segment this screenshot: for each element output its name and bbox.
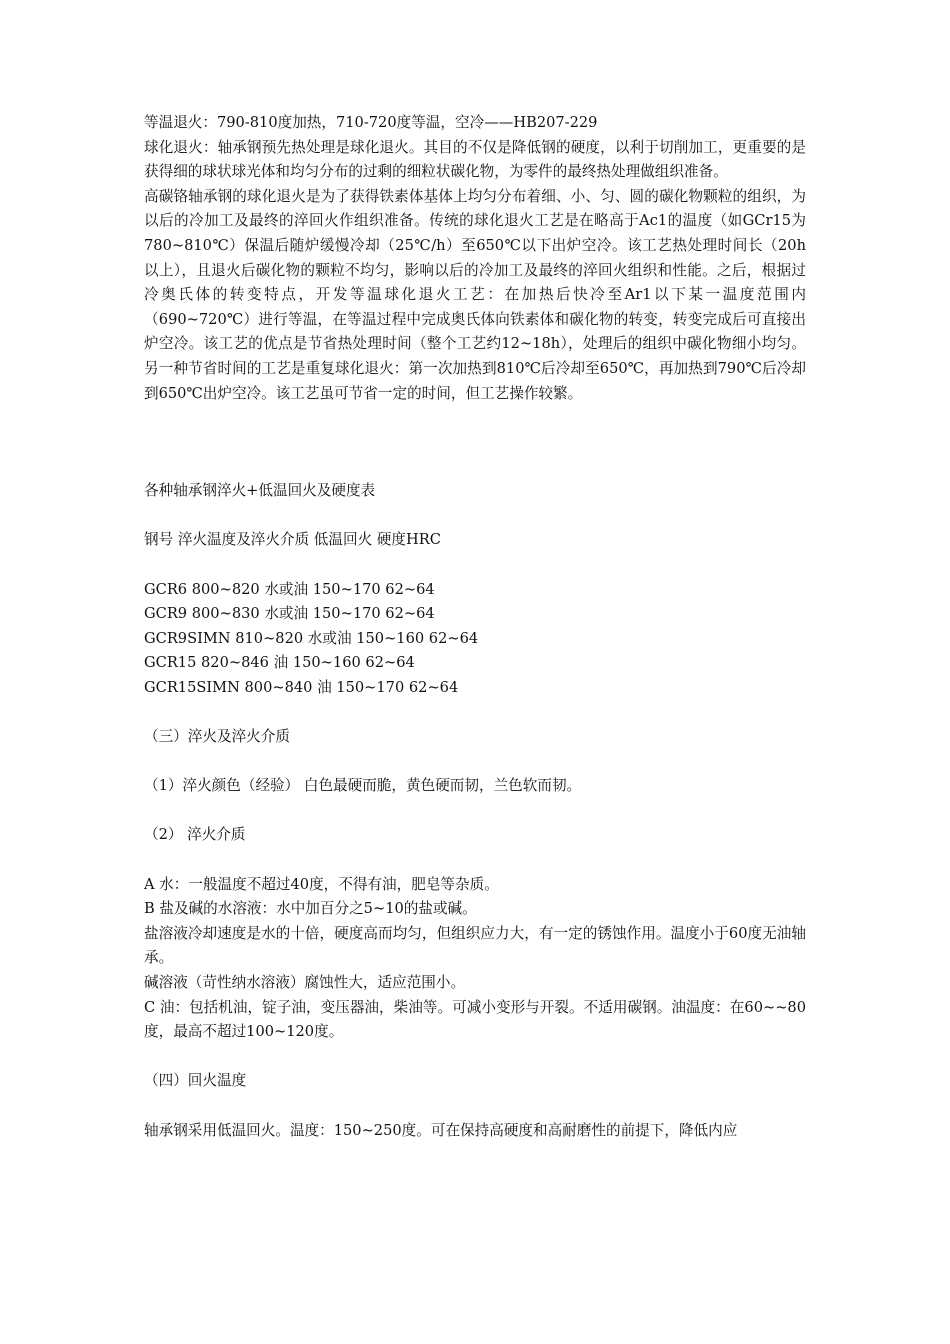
spacer — [144, 553, 806, 578]
spacer — [144, 1045, 806, 1070]
table-row: GCR9SIMN 810~820 水或油 150~160 62~64 — [144, 629, 479, 647]
spacer — [144, 406, 806, 479]
spheroidizing-annealing-paragraph: 球化退火：轴承钢预先热处理是球化退火。其目的不仅是降低钢的硬度，以利于切削加工，更重要的是获得细的球状球光体和均匀分布的过剩的细粒状碳化物，为零件的最终热处理做组织准备。 — [144, 138, 806, 181]
document-body — [144, 111, 806, 1143]
quench-media-salt-note: 盐溶液冷却速度是水的十倍，硬度高而均匀，但组织应力大，有一定的锈蚀作用。温度小于60度无油轴承。 — [144, 924, 806, 967]
section-3-heading: （三）淬火及淬火介质 — [144, 728, 290, 746]
spacer — [144, 700, 806, 725]
tempering-paragraph: 轴承钢采用低温回火。温度：150~250度。可在保持高硬度和高耐磨性的前提下，降低内应 — [144, 1121, 738, 1139]
section-4-heading: （四）回火温度 — [144, 1072, 247, 1090]
quench-media-salt-alkali: B 盐及碱的水溶液：水中加百分之5~10的盐或碱。 — [144, 900, 477, 918]
spacer — [144, 504, 806, 529]
quench-medium-item: （2） 淬火介质 — [144, 826, 246, 844]
spacer — [144, 750, 806, 775]
high-carbon-bearing-steel-paragraph: 高碳铬轴承钢的球化退火是为了获得铁素体基体上均匀分布着细、小、匀、圆的碳化物颗粒的组织，为以后的冷加工及最终的淬回火作组织准备。传统的球化退火工艺是在略高于Ac1的温度（如GCr15为780~810℃）保温后随炉缓慢冷却（25℃/h）至650℃以下出炉空冷。该工艺热处理时间长（20h 以上），且退火后碳化物的颗粒不均匀，影响以后的冷加工及最终的淬回火组织和性能。之后，根据过冷奥氏体的转变特点，开发等温球化退火工艺：在加热后快冷至Ar1以下某一温度范围内（690~720℃）进行等温，在等温过程中完成奥氏体向铁素体和碳化物的转变，转变完成后可直接出炉空冷。该工艺的优点是节省热处理时间（整个工艺约12~18h），处理后的组织中碳化物细小均匀。另一种节省时间的工艺是重复球化退火：第一次加热到810℃后冷却至650℃，再加热到790℃后冷却到650℃出炉空冷。该工艺虽可节省一定的时间，但工艺操作较繁。 — [144, 187, 806, 402]
steel-grade-rows — [144, 578, 806, 701]
table-title: 各种轴承钢淬火+低温回火及硬度表 — [144, 482, 376, 500]
isothermal-annealing-line: 等温退火：790-810度加热，710-720度等温，空冷——HB207-229 — [144, 114, 598, 131]
quench-color-item: （1）淬火颜色（经验） 白色最硬而脆，黄色硬而韧，兰色软而韧。 — [144, 777, 582, 795]
quench-media-alkali-note: 碱溶液（苛性纳水溶液）腐蚀性大，适应范围小。 — [144, 974, 466, 991]
table-header: 钢号 淬火温度及淬火介质 低温回火 硬度HRC — [144, 531, 441, 549]
spacer — [144, 1094, 806, 1119]
table-row: GCR9 800~830 水或油 150~170 62~64 — [144, 605, 435, 623]
table-row: GCR15SIMN 800~840 油 150~170 62~64 — [144, 678, 459, 696]
quench-media-water: A 水：一般温度不超过40度，不得有油，肥皂等杂质。 — [144, 875, 499, 893]
table-row: GCR15 820~846 油 150~160 62~64 — [144, 654, 415, 672]
spacer — [144, 848, 806, 873]
spacer — [144, 799, 806, 824]
quench-media-oil: C 油：包括机油，锭子油，变压器油，柴油等。可减小变形与开裂。不适用碳钢。油温度：在60~~80度，最高不超过100~120度。 — [144, 998, 806, 1041]
table-row: GCR6 800~820 水或油 150~170 62~64 — [144, 580, 435, 598]
